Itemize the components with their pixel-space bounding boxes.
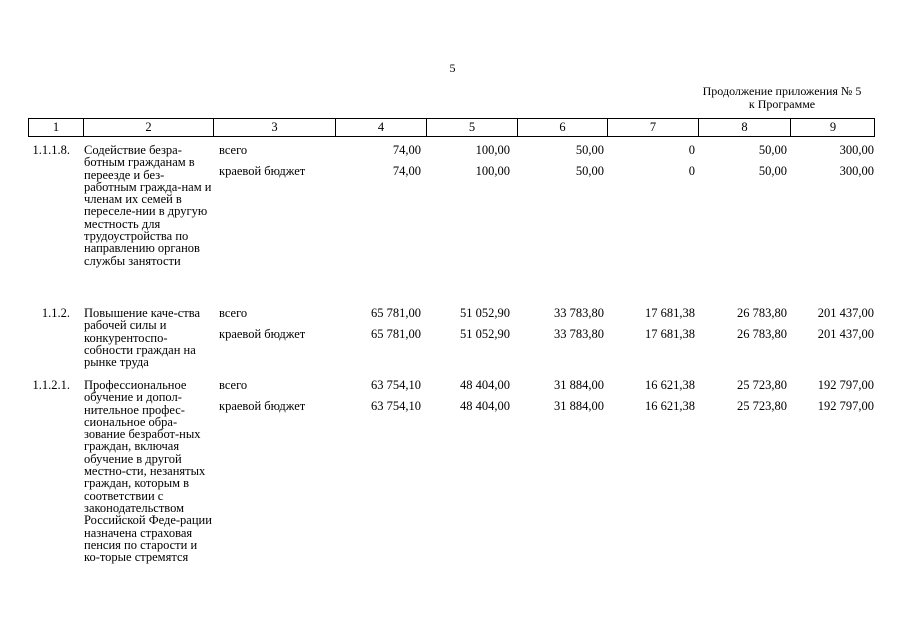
row-line-label: всего (219, 378, 248, 392)
row-code: 1.1.2. (41, 306, 70, 320)
row-value: 100,00 (475, 164, 510, 178)
row-value: 31 884,00 (554, 378, 604, 392)
row-value: 25 723,80 (737, 378, 787, 392)
row-title: Содействие безра-ботным гражданам в переезде и без-работным гражда-нам и членам их семей в переселе-нии в другую местность для трудоустройства по направлению органов службы занятости (84, 143, 212, 268)
continuation-line-2: к Программе (748, 97, 816, 111)
row-value: 26 783,80 (737, 306, 787, 320)
header-col-2: 2 (83, 119, 213, 136)
header-col-8: 8 (698, 119, 790, 136)
row-code: 1.1.1.8. (32, 143, 70, 157)
continuation-note (666, 85, 898, 111)
row-value: 50,00 (575, 164, 604, 178)
header-col-7: 7 (607, 119, 698, 136)
row-value: 33 783,80 (554, 306, 604, 320)
row-value: 74,00 (392, 164, 421, 178)
row-value: 25 723,80 (737, 399, 787, 413)
header-col-3: 3 (213, 119, 335, 136)
row-value: 17 681,38 (645, 306, 695, 320)
header-col-6: 6 (517, 119, 607, 136)
row-value: 0 (688, 164, 695, 178)
row-value: 192 797,00 (817, 378, 874, 392)
header-col-1: 1 (52, 120, 60, 134)
row-line-label: краевой бюджет (219, 164, 306, 178)
row-value: 31 884,00 (554, 399, 604, 413)
row-value: 300,00 (839, 164, 874, 178)
header-col-5: 5 (426, 119, 517, 136)
row-value: 17 681,38 (645, 327, 695, 341)
row-value: 201 437,00 (817, 306, 874, 320)
row-line-label: всего (219, 143, 248, 157)
row-code: 1.1.2.1. (32, 378, 70, 392)
row-value: 201 437,00 (817, 327, 874, 341)
row-value: 300,00 (839, 143, 874, 157)
row-value: 51 052,90 (460, 327, 510, 341)
row-value: 48 404,00 (460, 378, 510, 392)
row-line-label: краевой бюджет (219, 399, 306, 413)
row-value: 50,00 (758, 143, 787, 157)
row-value: 26 783,80 (737, 327, 787, 341)
row-value: 65 781,00 (371, 306, 421, 320)
row-line-label: всего (219, 306, 248, 320)
row-value: 51 052,90 (460, 306, 510, 320)
row-value: 16 621,38 (645, 378, 695, 392)
row-value: 50,00 (758, 164, 787, 178)
header-col-9: 9 (790, 119, 875, 136)
row-value: 16 621,38 (645, 399, 695, 413)
continuation-line-1: Продолжение приложения № 5 (702, 84, 862, 98)
row-value: 48 404,00 (460, 399, 510, 413)
row-value: 63 754,10 (371, 399, 421, 413)
row-title: Профессиональное обучение и допол-нительное профес-сиональное обра-зование безработ-ных граждан, включая обучение в другой местно-сти, незанятых граждан, которым в соответствии с законодательством Российской Феде-рации назначена страховая пенсия по старости и ко-торые стремятся (84, 378, 212, 565)
table-header (28, 118, 875, 137)
row-title: Повышение каче-ства рабочей силы и конкурентоспо-собности граждан на рынке труда (84, 306, 201, 370)
row-value: 63 754,10 (371, 378, 421, 392)
row-value: 33 783,80 (554, 327, 604, 341)
row-value: 74,00 (392, 143, 421, 157)
header-col-4: 4 (335, 119, 426, 136)
row-line-label: краевой бюджет (219, 327, 306, 341)
page-number: 5 (449, 61, 456, 75)
row-value: 192 797,00 (817, 399, 874, 413)
row-value: 50,00 (575, 143, 604, 157)
row-value: 0 (688, 143, 695, 157)
row-value: 100,00 (475, 143, 510, 157)
row-value: 65 781,00 (371, 327, 421, 341)
